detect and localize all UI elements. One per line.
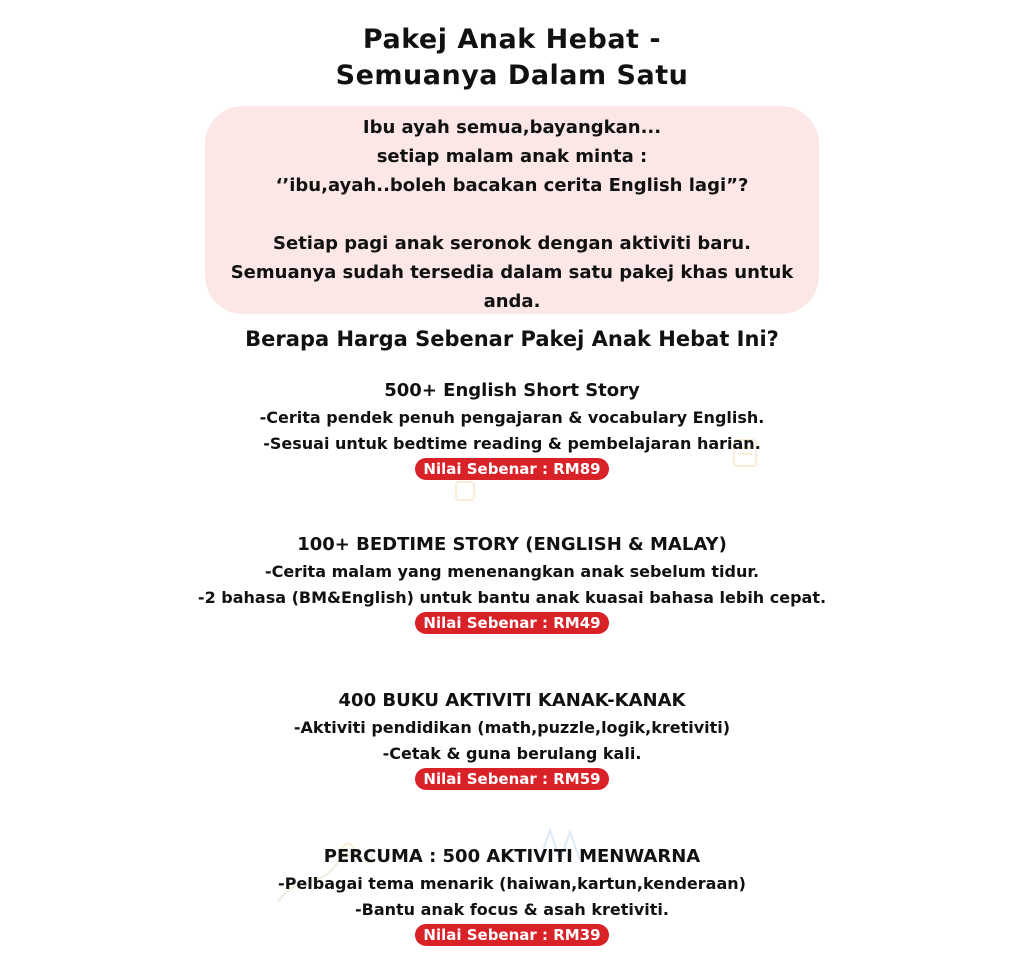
doodle-icon: [452, 478, 480, 506]
intro-line: Setiap pagi anak seronok dengan aktiviti baru.: [273, 233, 751, 254]
price-badge: Nilai Sebenar : RM59: [415, 768, 608, 790]
intro-line: anda.: [483, 291, 541, 312]
item-description: -2 bahasa (BM&English) untuk bantu anak kuasai bahasa lebih cepat.: [197, 588, 827, 607]
item-description: -Cerita malam yang menenangkan anak sebelum tidur.: [264, 562, 760, 581]
title-line-2: Semuanya Dalam Satu: [335, 60, 689, 91]
intro-line: Semuanya sudah tersedia dalam satu pakej khas untuk: [230, 262, 794, 283]
price-badge: Nilai Sebenar : RM49: [415, 612, 608, 634]
item-description: -Bantu anak focus & asah kretiviti.: [355, 900, 669, 919]
price-question-heading: Berapa Harga Sebenar Pakej Anak Hebat Ini?: [245, 327, 779, 351]
item-title: 500+ English Short Story: [384, 380, 640, 401]
intro-line: Ibu ayah semua,bayangkan...: [362, 117, 662, 138]
product-item: [0, 842, 1024, 946]
item-title: 400 BUKU AKTIVITI KANAK-KANAK: [338, 690, 686, 711]
item-title: 100+ BEDTIME STORY (ENGLISH & MALAY): [297, 534, 727, 555]
product-item: [0, 530, 1024, 634]
intro-line: setiap malam anak minta :: [376, 146, 648, 167]
intro-message: [205, 113, 819, 316]
item-description: -Pelbagai tema menarik (haiwan,kartun,kenderaan): [278, 874, 746, 893]
intro-spacer: [205, 200, 819, 229]
item-description: -Cerita pendek penuh pengajaran & vocabulary English.: [259, 408, 765, 427]
product-item: [0, 686, 1024, 790]
item-description: -Sesuai untuk bedtime reading & pembelajaran harian.: [263, 434, 761, 453]
title-line-1: Pakej Anak Hebat -: [362, 24, 662, 55]
item-description: -Aktiviti pendidikan (math,puzzle,logik,kretiviti): [293, 718, 731, 737]
price-badge: Nilai Sebenar : RM39: [415, 924, 608, 946]
intro-line: ‘’ibu,ayah..boleh bacakan cerita English lagi”?: [275, 175, 749, 196]
price-badge: Nilai Sebenar : RM89: [415, 458, 608, 480]
page-title: [0, 22, 1024, 94]
product-item: [0, 376, 1024, 480]
item-description: -Cetak & guna berulang kali.: [382, 744, 642, 763]
item-title: PERCUMA : 500 AKTIVITI MENWARNA: [323, 846, 701, 867]
